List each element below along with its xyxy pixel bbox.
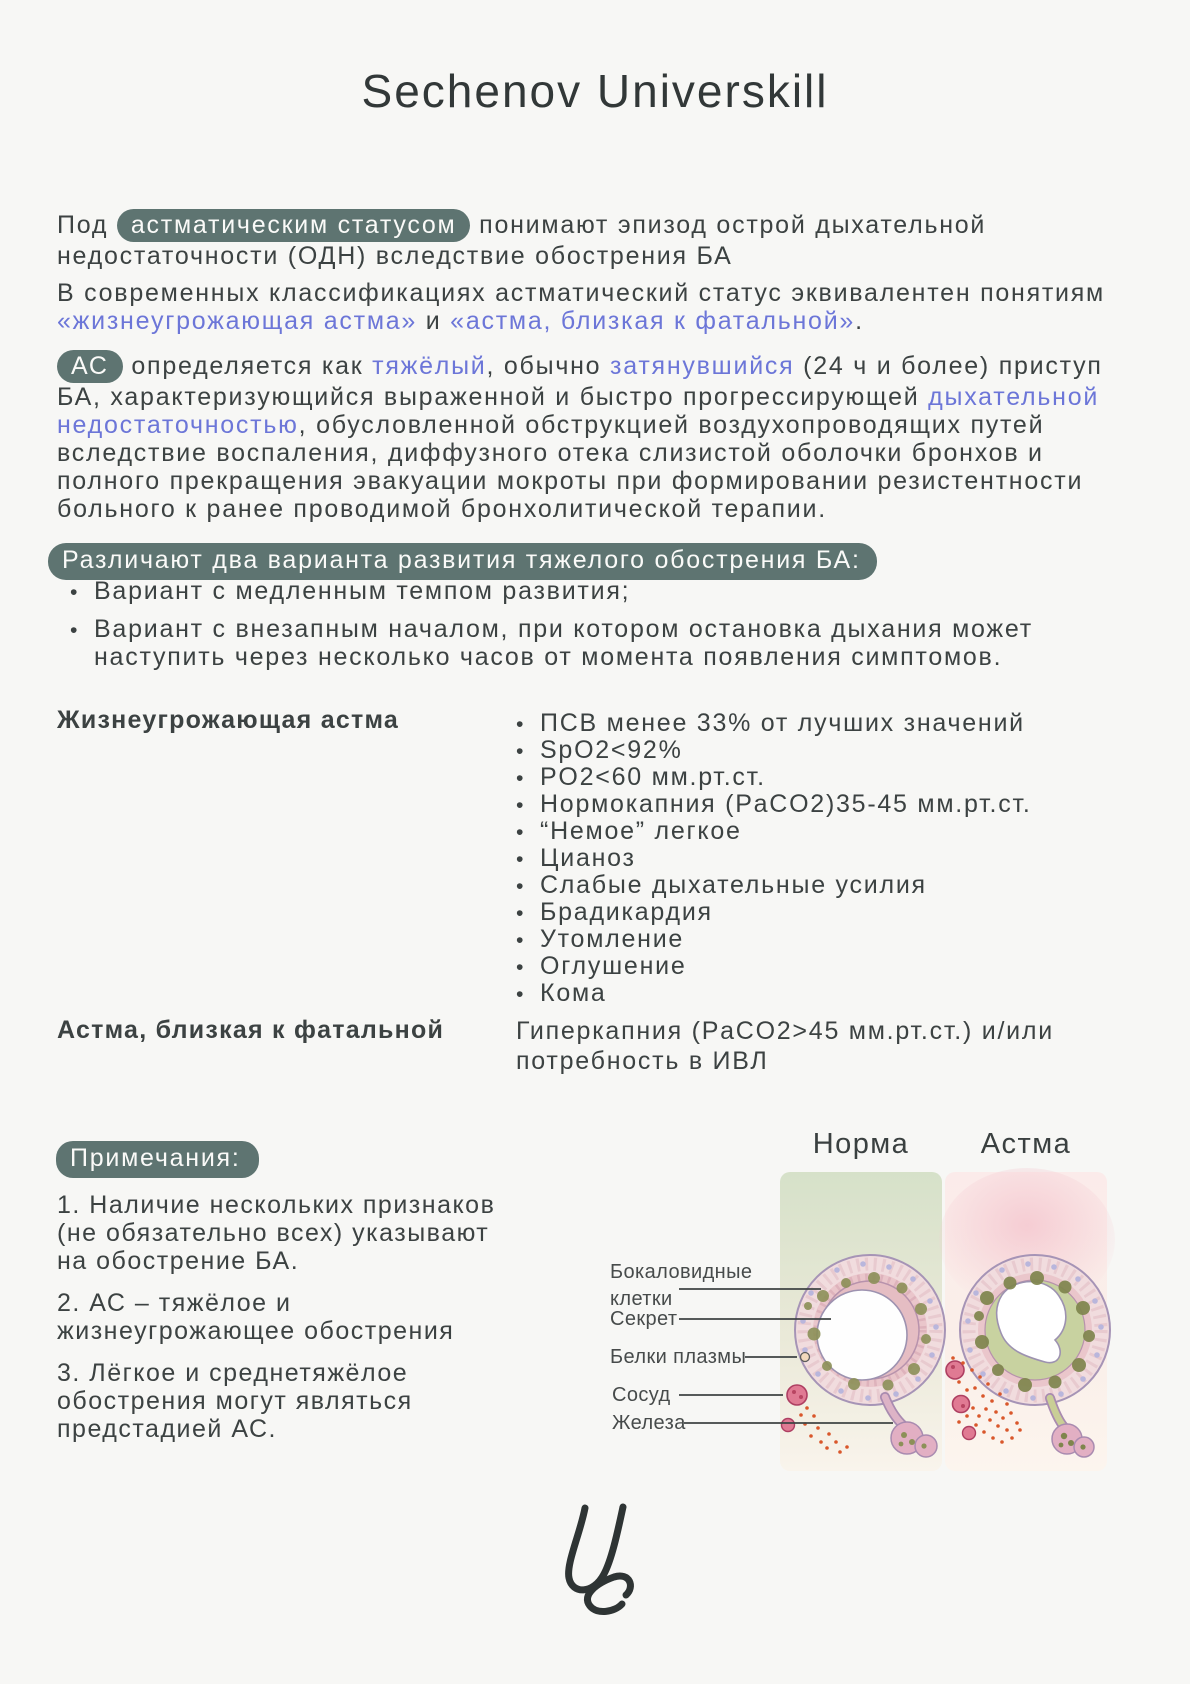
- criteria-term-near-fatal: Астма, близкая к фатальной: [57, 1016, 445, 1044]
- criteria-term-life-threatening: Жизнеугрожающая астма: [57, 706, 400, 734]
- list-item: • PO2<60 мм.рт.ст.: [516, 764, 1144, 791]
- variants-list: [70, 577, 1100, 671]
- list-item: • Слабые дыхательные усилия: [516, 872, 1144, 899]
- definition-s4: , обусловленной обструкцией воздухопроводящих путей вследствие воспаления, диффузного отека слизистой оболочки бронхов и полного прекращения эвакуации мокроты при формировании резистентности больного к ранее проводимой бронхолитической терапии.: [57, 411, 1084, 523]
- bronchus-figure: [555, 1120, 1115, 1485]
- highlight-pill-asthmatic-status: астматическим статусом: [117, 209, 471, 242]
- note-item: 3. Лёгкое и среднетяжёлое обострения могут являться предстадией АС.: [57, 1359, 413, 1443]
- list-item: • Оглушение: [516, 953, 1144, 980]
- notes-list: [57, 1191, 519, 1457]
- variants-heading-pill: Различают два варианта развития тяжелого обострения БА:: [48, 543, 877, 580]
- intro-pre: Под: [57, 211, 117, 239]
- figure-title-normal: Норма: [812, 1128, 910, 1160]
- highlight-pill-as: АС: [57, 350, 123, 383]
- list-item: • Цианоз: [516, 845, 1144, 872]
- term-life-threatening-asthma: «жизнеугрожающая астма»: [57, 307, 418, 335]
- list-item: • Кома: [516, 980, 1144, 1007]
- page-title: Sechenov Universkill: [361, 65, 829, 117]
- plasma-protein-marker: [801, 1353, 810, 1362]
- classification-post: .: [855, 307, 864, 335]
- criteria-text-near-fatal: Гиперкапния (PaCO2>45 мм.рт.ст.) и/или потребность в ИВЛ: [516, 1017, 1054, 1075]
- definition-s3: (24 ч и более) приступ БА, характеризующийся выраженной и быстро прогрессирующей: [57, 352, 1103, 411]
- term-near-fatal-asthma: «астма, близкая к фатальной»: [450, 307, 856, 335]
- list-item: • “Немое” легкое: [516, 818, 1144, 845]
- list-item: • ПСВ менее 33% от лучших значений: [516, 710, 1144, 737]
- callout-label-plasma-proteins: Белки плазмы: [610, 1346, 747, 1368]
- classification-paragraph: [57, 279, 1115, 335]
- callout-label-secret: Секрет: [610, 1308, 678, 1330]
- callout-label-gland: Железа: [612, 1412, 686, 1434]
- callout-label-goblet-cells: Бокаловидные клетки: [610, 1261, 753, 1310]
- universkill-logo: [553, 1503, 653, 1621]
- term-severe: тяжёлый: [372, 352, 487, 380]
- definition-s2: , обычно: [486, 352, 611, 380]
- criteria-bullets: [516, 710, 1144, 1007]
- term-respiratory-failure: дыхательной недостаточностью: [57, 383, 1100, 439]
- classification-pre: В современных классификациях астматический статус эквивалентен понятиям: [57, 279, 1105, 307]
- note-item: 1. Наличие нескольких признаков (не обязательно всех) указывают на обострение БА.: [57, 1191, 496, 1275]
- callout-label-vessel: Сосуд: [612, 1384, 671, 1406]
- term-prolonged: затянувшийся: [610, 352, 795, 380]
- list-item: • Вариант с медленным темпом развития;: [70, 577, 1100, 605]
- list-item: • Нормокапния (PaCO2)35-45 мм.рт.ст.: [516, 791, 1144, 818]
- logo-s-stroke: [587, 1576, 630, 1612]
- intro-paragraph: [57, 209, 1115, 270]
- list-item: • SpO2<92%: [516, 737, 1144, 764]
- list-item: • Брадикардия: [516, 899, 1144, 926]
- definition-paragraph: [57, 350, 1115, 523]
- definition-s1: определяется как: [122, 352, 373, 380]
- note-item: 2. АС – тяжёлое и жизнеугрожающее обострения: [57, 1289, 455, 1345]
- classification-mid: и: [417, 307, 451, 335]
- figure-title-asthma: Астма: [980, 1128, 1072, 1160]
- list-item: • Утомление: [516, 926, 1144, 953]
- intro-post: понимают эпизод острой дыхательной недостаточности (ОДН) вследствие обострения БА: [57, 211, 987, 270]
- list-item: • Вариант с внезапным началом, при котором остановка дыхания может наступить через несколько часов от момента появления симптомов.: [70, 615, 1100, 671]
- notes-heading-pill: Примечания:: [56, 1141, 259, 1178]
